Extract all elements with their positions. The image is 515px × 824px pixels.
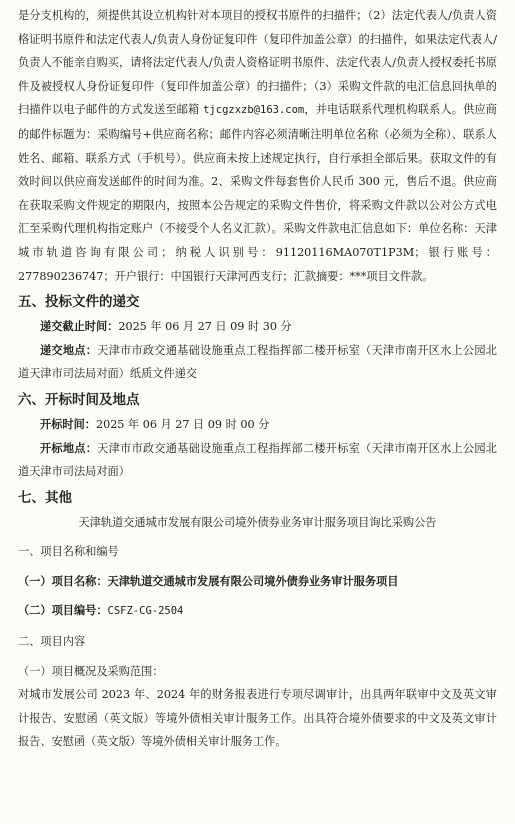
item1-project-code <box>18 599 497 624</box>
intro-text-part1: 是分支机构的，须提供其设立机构针对本项目的授权书原件的扫描件；（2）法定代表人/负责人资格证明书原件和法定代表人/负责人身份证复印件（复印件加盖公章）的扫描件，如果法定代表人/负责人不能亲自购买，请将法定代表人/负责人资格证明书原件、法定代表人/负责人授权委托书原件及被授权人身份证复印件（复印件加盖公章）的扫描件；（3）采购文件款的电汇信息回执单的扫描件以电子邮件的方式发送至邮箱 <box>18 9 497 117</box>
item2-heading: 二、项目内容 <box>18 635 86 649</box>
item1-project-code-label: （二）项目编号： <box>18 603 108 618</box>
item1-project-name-value: 天津轨道交通城市发展有限公司境外债券业务审计服务项目 <box>107 573 399 588</box>
item2-scope-text: 对城市发展公司 2023 年、2024 年的财务报表进行专项尽调审计，出具两年联审中文及英文审计报告、安慰函（英文版）等境外债相关审计服务工作。出具符合境外债要求的中文及英文审计报告、安慰函（英文版）等境外债相关审计服务工作。 <box>18 688 497 749</box>
opening-time-value: 2025 年 06 月 27 日 09 时 00 分 <box>95 417 270 431</box>
opening-place <box>18 437 497 484</box>
email-address[interactable]: tjcgzxzb@163.com <box>203 104 305 117</box>
item1-project-name-label: （一）项目名称： <box>18 573 108 588</box>
submission-place <box>18 339 497 386</box>
submission-place-label: 递交地点： <box>40 342 98 357</box>
opening-place-value: 天津市市政交通基础设施重点工程指挥部二楼开标室（天津市南开区水上公园北道天津市司法局对面） <box>18 441 497 479</box>
submission-deadline <box>18 315 497 339</box>
intro-paragraph <box>18 4 497 288</box>
submission-deadline-label: 递交截止时间： <box>40 319 119 334</box>
opening-time <box>18 413 497 437</box>
section6-heading: 六、开标时间及地点 <box>18 391 140 408</box>
submission-place-value: 天津市市政交通基础设施重点工程指挥部二楼开标室（天津市南开区水上公园北道天津市司法局对面）纸质文件递交 <box>18 343 497 381</box>
item1-project-name <box>18 570 497 594</box>
opening-time-label: 开标时间： <box>40 416 96 431</box>
section7-heading: 七、其他 <box>18 489 72 506</box>
intro-text-part2: ，并电话联系代理机构联系人。供应商的邮件标题为：采购编号+供应商名称；邮件内容必须清晰注明单位名称（必须为全称）、联系人姓名、邮箱、联系方式（手机号）。供应商未按上述规定执行，自行承担全部后果。获取文件的有效时间以供应商发送邮件的时间为准。2、采购文件每套售价人民币 300 元，售后不退。供应商在获取采购文件规定的期限内，按照本公告规定的采购文件售价，将采购文件款以公对公方式电汇至采购代理机构指定账户（不接受个人名义汇款）。采购文件款电汇信息如下：单位名称：天津城市轨道咨询有限公司；纳税人识别号：91120116MA070T1P3M；银行账号：277890236747；开户银行：中国银行天津河西支行；汇款摘要：***项目文件款。 <box>18 103 497 283</box>
section5-heading: 五、投标文件的递交 <box>18 294 140 311</box>
submission-deadline-value: 2025 年 06 月 27 日 09 时 30 分 <box>118 320 292 334</box>
item2-scope-label: （一）项目概况及采购范围： <box>18 664 164 678</box>
item1-heading: 一、项目名称和编号 <box>18 545 119 559</box>
notice-title: 天津轨道交通城市发展有限公司境外债券业务审计服务项目询比采购公告 <box>78 515 437 529</box>
opening-place-label: 开标地点： <box>40 440 98 455</box>
item1-project-code-value: CSFZ-CG-2504 <box>107 605 184 618</box>
